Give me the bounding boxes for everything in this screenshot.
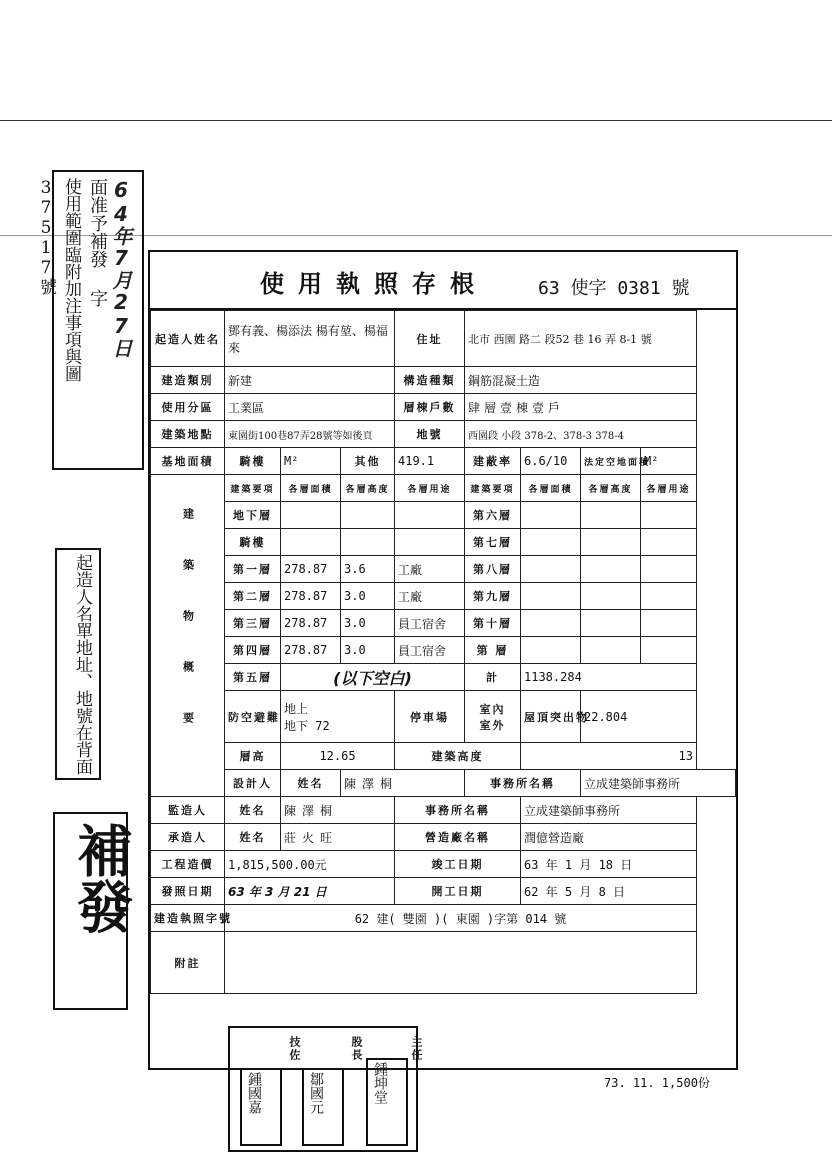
floor-name: 第一層 (225, 556, 281, 583)
roof-value: 22.804 (581, 691, 697, 743)
floor-height-label: 層高 (225, 743, 281, 770)
contractor-name: 莊火旺 (281, 824, 395, 851)
reissue-stamp (53, 812, 134, 1010)
floor-use: 工廠 (395, 556, 465, 583)
floor-area (281, 529, 341, 556)
upper-floor-name: 第十層 (465, 610, 521, 637)
designer-office-label: 事務所名稱 (465, 770, 581, 797)
designer-name-label: 姓名 (281, 770, 341, 797)
indoor-label: 室內 (479, 702, 506, 716)
attach-label: 附註 (151, 932, 225, 994)
floor-use: 工廠 (395, 583, 465, 610)
start-date-label: 開工日期 (395, 878, 521, 905)
roof-label: 屋頂突出物 (521, 691, 581, 743)
supervisor-office: 立成建築師事務所 (521, 797, 697, 824)
site-label: 建築地點 (151, 421, 225, 448)
supervisor-name-label: 姓名 (225, 797, 281, 824)
form-table (150, 310, 736, 994)
structure-value: 鋼筋混凝土造 (465, 367, 697, 394)
coverage-value: 6.6/10 (521, 448, 581, 475)
floor-name: 第三層 (225, 610, 281, 637)
legal-open-unit: M² (641, 448, 697, 475)
floor-name: 地下層 (225, 502, 281, 529)
contractor-label: 承造人 (151, 824, 225, 851)
attach-cell (225, 932, 697, 994)
seal (240, 1068, 282, 1146)
permit-no-label: 建造執照字號 (151, 905, 225, 932)
print-mark: 73. 11. 1,500份 (604, 1076, 710, 1090)
margin-note-date: 64年7月27日 (109, 178, 133, 358)
designer-name: 陳澤桐 (341, 770, 465, 797)
margin-note-text: 使用範圍臨附加注事項與圖37517號 (36, 178, 81, 382)
floor-height: 3.0 (341, 610, 395, 637)
upper-floor-name: 第九層 (465, 583, 521, 610)
address-label: 住址 (395, 311, 465, 367)
site-value: 東園街100巷87弄28號等如後頁 (225, 421, 395, 448)
upper-floor-name: 第七層 (465, 529, 521, 556)
floor-area: 278.87 (281, 637, 341, 664)
floor-height (341, 529, 395, 556)
floor-use (395, 529, 465, 556)
issue-date-value: 63 年 3 月 21 日 (225, 878, 395, 905)
side-box-text: 起造人名單地址、地號在背面 (72, 554, 92, 775)
address-value: 北市 西園 路二 段52 巷 16 弄 8-1 號 (465, 311, 697, 367)
build-type-label: 建造類別 (151, 367, 225, 394)
approval-stamps (228, 1026, 423, 1152)
floor-name: 第二層 (225, 583, 281, 610)
building-height-label: 建築高度 (395, 743, 521, 770)
blank-below-note: (以下空白) (281, 664, 465, 691)
reissue-text: 補發 (68, 822, 134, 934)
outdoor-label: 室外 (479, 718, 506, 732)
stamp-role: 技佐 (288, 1036, 301, 1062)
building-label: 建築物概要 (151, 475, 225, 797)
supervisor-label: 監造人 (151, 797, 225, 824)
upper-floor-name: 第八層 (465, 556, 521, 583)
use-header: 各層用途 (395, 475, 465, 502)
start-date-value: 62 年 5 月 8 日 (521, 878, 697, 905)
floor-use: 員工宿舍 (395, 637, 465, 664)
parking-indoor-outdoor (465, 691, 521, 743)
land-no-label: 地號 (395, 421, 465, 448)
contractor-name-label: 姓名 (225, 824, 281, 851)
floor-height: 3.0 (341, 637, 395, 664)
floor-name: 騎樓 (225, 529, 281, 556)
use-zone-label: 使用分區 (151, 394, 225, 421)
civil-defense-label: 防空避難 (225, 691, 281, 743)
floor-name: 第五層 (225, 664, 281, 691)
stamp-role: 主任 (410, 1036, 423, 1062)
floor-area (281, 502, 341, 529)
shelter-values (281, 691, 395, 743)
floor-height: 3.0 (341, 583, 395, 610)
upper-floor-name: 第 層 (465, 637, 521, 664)
shelter-above: 地上 (284, 701, 309, 716)
seal-text: 鍾坤堂 (372, 1062, 388, 1104)
form-title: 使用執照存根 (260, 269, 488, 298)
seal (366, 1058, 408, 1146)
upper-floor-name: 第六層 (465, 502, 521, 529)
floor-use: 員工宿舍 (395, 610, 465, 637)
floor-name: 第四層 (225, 637, 281, 664)
issue-date-label: 發照日期 (151, 878, 225, 905)
scan-rule (0, 120, 832, 121)
applicant-label: 起造人姓名 (151, 311, 225, 367)
other-label: 其他 (341, 448, 395, 475)
seal (302, 1068, 344, 1146)
license-number: 63 使字 0381 號 (538, 278, 690, 299)
seal-text: 鄒國元 (308, 1072, 324, 1114)
other-area-value: 419.1 (395, 448, 465, 475)
arcade-unit: M² (281, 448, 341, 475)
designer-office: 立成建築師事務所 (581, 770, 736, 797)
completion-label: 竣工日期 (395, 851, 521, 878)
floor-use (395, 502, 465, 529)
use-zone-value: 工業區 (225, 394, 395, 421)
floors-units-value: 肆層壹棟壹戶 (465, 394, 697, 421)
build-type-value: 新建 (225, 367, 395, 394)
applicant-names: 鄧有義、楊添法 楊有堃、楊福來 (225, 311, 395, 367)
structure-label: 構造種類 (395, 367, 465, 394)
designer-label: 設計人 (225, 770, 281, 797)
total-area: 1138.284 (521, 664, 697, 691)
supervisor-office-label: 事務所名稱 (395, 797, 521, 824)
coverage-label: 建蔽率 (465, 448, 521, 475)
cost-value: 1,815,500.00元 (225, 851, 395, 878)
contractor-firm: 潤億營造廠 (521, 824, 697, 851)
floor-area: 278.87 (281, 583, 341, 610)
building-height-value: 13 (521, 743, 697, 770)
height-header-right: 各層高度 (581, 475, 641, 502)
land-no-value: 西園段 小段 378-2、378-3 378-4 (465, 421, 697, 448)
permit-no-value: 62 建( 雙園 )( 東園 )字第 014 號 (225, 905, 697, 932)
stamp-role: 股長 (350, 1036, 363, 1062)
shelter-below: 地下 72 (284, 718, 330, 733)
floor-height-value: 12.65 (281, 743, 395, 770)
area-header: 各層面積 (281, 475, 341, 502)
use-header-right: 各層用途 (641, 475, 697, 502)
margin-note-box (36, 170, 144, 470)
completion-value: 63 年 1 月 18 日 (521, 851, 697, 878)
site-area-label: 基地面積 (151, 448, 225, 475)
supervisor-name: 陳澤桐 (281, 797, 395, 824)
margin-note-sub: 面准予補發 字 (87, 178, 108, 307)
item-header-right: 建築要項 (465, 475, 521, 502)
floor-height: 3.6 (341, 556, 395, 583)
total-label: 計 (465, 664, 521, 691)
area-header-right: 各層面積 (521, 475, 581, 502)
legal-open-label: 法定空地面積 (581, 448, 641, 475)
floor-height (341, 502, 395, 529)
contractor-firm-label: 營造廠名稱 (395, 824, 521, 851)
seal-text: 鍾國嘉 (246, 1072, 262, 1114)
form-header (150, 252, 736, 310)
cost-label: 工程造價 (151, 851, 225, 878)
parking-label: 停車場 (395, 691, 465, 743)
floor-area: 278.87 (281, 556, 341, 583)
floor-area: 278.87 (281, 610, 341, 637)
item-header: 建築要項 (225, 475, 281, 502)
height-header: 各層高度 (341, 475, 395, 502)
floors-units-label: 層棟戶數 (395, 394, 465, 421)
arcade-label: 騎樓 (225, 448, 281, 475)
side-box (55, 548, 101, 780)
license-form (148, 250, 738, 1070)
